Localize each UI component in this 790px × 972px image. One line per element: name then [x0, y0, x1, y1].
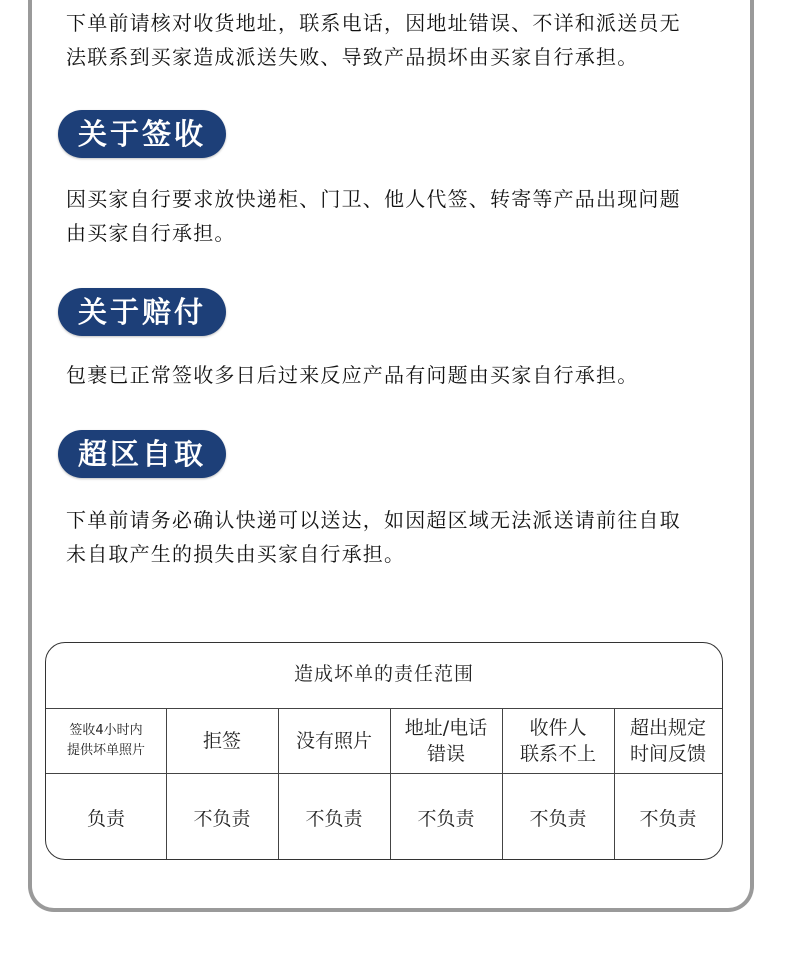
compensation-notice-line-1: 包裹已正常签收多日后过来反应产品有问题由买家自行承担。 — [66, 363, 639, 387]
value-cell: 不负责 — [305, 807, 363, 830]
sign-section-badge: 关于签收 — [58, 110, 226, 158]
header-line: 时间反馈 — [629, 743, 706, 765]
header-line: 收件人 — [529, 717, 587, 739]
header-line: 签收4小时内 — [69, 723, 143, 738]
responsibility-table — [45, 642, 723, 860]
value-cell: 不负责 — [529, 807, 587, 830]
header-cell-no-photo — [278, 709, 390, 773]
value-cell: 负责 — [86, 807, 125, 830]
header-line: 错误 — [426, 743, 465, 765]
sign-notice — [66, 182, 734, 250]
value-cell: 不负责 — [639, 807, 697, 830]
address-notice-line-1: 下单前请核对收货地址，联系电话，因地址错误、不详和派送员无 — [66, 11, 681, 35]
header-line: 拒签 — [202, 730, 241, 752]
header-cell-reject — [166, 709, 278, 773]
table-title: 造成坏单的责任范围 — [293, 663, 474, 685]
header-cell-late-feedback — [614, 709, 722, 773]
compensation-section-badge: 关于赔付 — [58, 288, 226, 336]
address-notice-line-2: 法联系到买家造成派送失败、导致产品损坏由买家自行承担。 — [66, 45, 639, 69]
header-line: 超出规定 — [629, 717, 706, 739]
address-notice — [66, 6, 734, 74]
header-cell-photo — [46, 709, 166, 773]
sign-notice-line-2: 由买家自行承担。 — [66, 221, 236, 245]
header-line: 提供坏单照片 — [66, 743, 145, 758]
header-line: 没有照片 — [295, 730, 372, 752]
pickup-section-badge: 超区自取 — [58, 430, 226, 478]
header-line: 联系不上 — [519, 743, 596, 765]
value-cell: 不负责 — [193, 807, 251, 830]
pickup-notice — [66, 503, 734, 571]
sign-notice-line-1: 因买家自行要求放快递柜、门卫、他人代签、转寄等产品出现问题 — [66, 187, 681, 211]
pickup-notice-line-1: 下单前请务必确认快递可以送达，如因超区域无法派送请前往自取 — [66, 508, 681, 532]
header-cell-address-error — [390, 709, 502, 773]
value-cell: 不负责 — [417, 807, 475, 830]
header-line: 地址/电话 — [404, 717, 488, 739]
compensation-notice — [66, 358, 734, 392]
pickup-notice-line-2: 未自取产生的损失由买家自行承担。 — [66, 542, 406, 566]
header-cell-unreachable — [502, 709, 614, 773]
